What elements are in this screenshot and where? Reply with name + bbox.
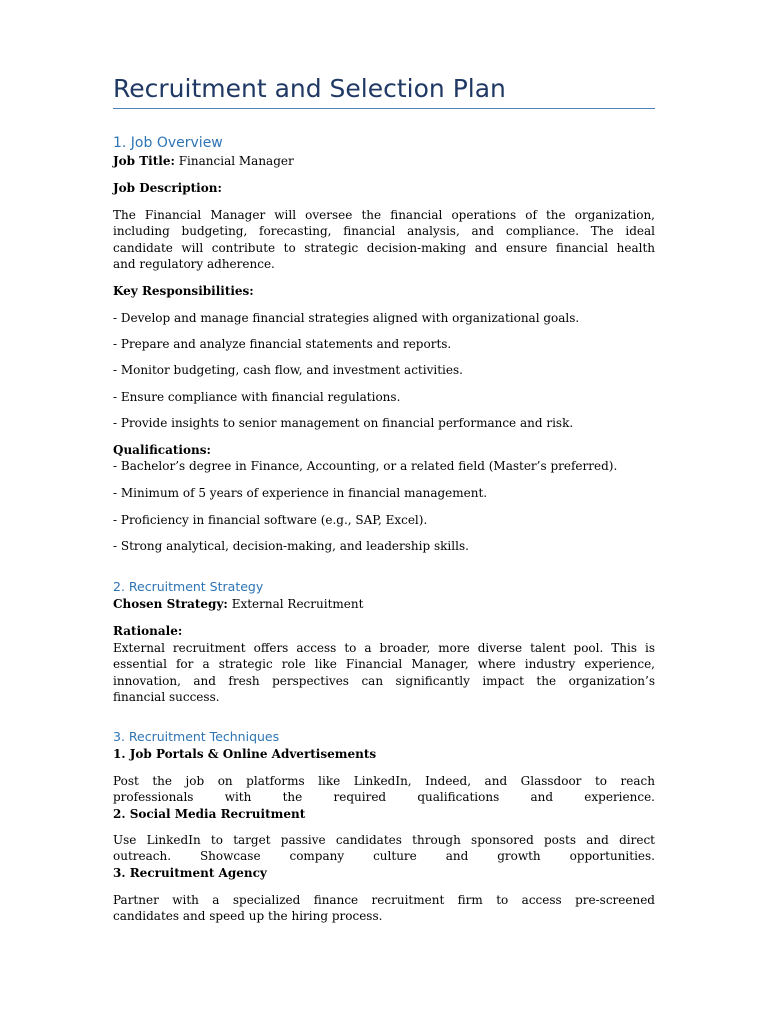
section-heading-recruitment-strategy: 2. Recruitment Strategy [113,579,264,594]
paragraph-line: outreach. Showcase company culture and growth opportunities. [113,849,655,864]
technique-1-label: 1. Job Portals & Online Advertisements [113,747,377,761]
section-heading-job-overview: 1. Job Overview [113,135,223,151]
list-item-qualification: - Proficiency in financial software (e.g., SAP, Excel). [113,513,428,527]
job-description-paragraph [113,207,655,272]
list-item-responsibility: - Develop and manage financial strategies aligned with organizational goals. [113,311,580,325]
technique-2-label: 2. Social Media Recruitment [113,807,306,821]
job-title-line [113,153,655,169]
strategy-value: External Recruitment [231,597,364,611]
technique-1-paragraph [113,773,655,806]
list-item-qualification: - Minimum of 5 years of experience in financial management. [113,486,488,500]
list-item-responsibility: - Monitor budgeting, cash flow, and investment activities. [113,363,463,377]
paragraph-line: including budgeting, forecasting, financial analysis, and compliance. The ideal [113,224,655,239]
paragraph-line: candidate will contribute to strategic decision-making and ensure financial health [113,240,655,255]
paragraph-line: innovation, and fresh perspectives can significantly impact the organization’s [113,673,655,688]
paragraph-line: Use LinkedIn to target passive candidates through sponsored posts and direct [113,833,655,847]
responsibilities-label: Key Responsibilities: [113,284,254,298]
job-description-label: Job Description: [113,181,222,195]
paragraph-line: The Financial Manager will oversee the financial operations of the organization, [113,208,655,222]
technique-2-paragraph [113,832,655,865]
paragraph-line: professionals with the required qualifications and experience. [113,790,655,805]
paragraph-line: Partner with a specialized finance recruitment firm to access pre-screened [113,893,655,907]
section-heading-recruitment-techniques: 3. Recruitment Techniques [113,729,280,744]
strategy-line [113,596,655,612]
paragraph-line: External recruitment offers access to a broader, more diverse talent pool. This is [113,641,655,655]
rationale-label: Rationale: [113,624,183,638]
paragraph-line: and regulatory adherence. [113,256,275,271]
paragraph-line: Post the job on platforms like LinkedIn, Indeed, and Glassdoor to reach [113,774,655,788]
rationale-paragraph [113,640,655,705]
list-item-qualification: - Bachelor’s degree in Finance, Accounting, or a related field (Master’s preferred). [113,459,618,473]
technique-3-paragraph [113,892,655,925]
job-title-value: Financial Manager [178,154,294,168]
strategy-label: Chosen Strategy: [113,597,228,611]
technique-3-label: 3. Recruitment Agency [113,866,267,880]
list-item-responsibility: - Prepare and analyze financial statements and reports. [113,337,452,351]
paragraph-line: financial success. [113,689,220,704]
list-item-responsibility: - Provide insights to senior management on financial performance and risk. [113,416,574,430]
paragraph-line: essential for a strategic role like Financial Manager, where industry experience, [113,657,655,672]
list-item-qualification: - Strong analytical, decision-making, and leadership skills. [113,539,469,553]
job-title-label: Job Title: [113,154,175,168]
list-item-responsibility: - Ensure compliance with financial regulations. [113,390,401,404]
paragraph-line: candidates and speed up the hiring process. [113,909,383,924]
qualifications-label: Qualifications: [113,443,211,457]
document-title: Recruitment and Selection Plan [113,74,506,103]
title-underline [113,108,655,109]
